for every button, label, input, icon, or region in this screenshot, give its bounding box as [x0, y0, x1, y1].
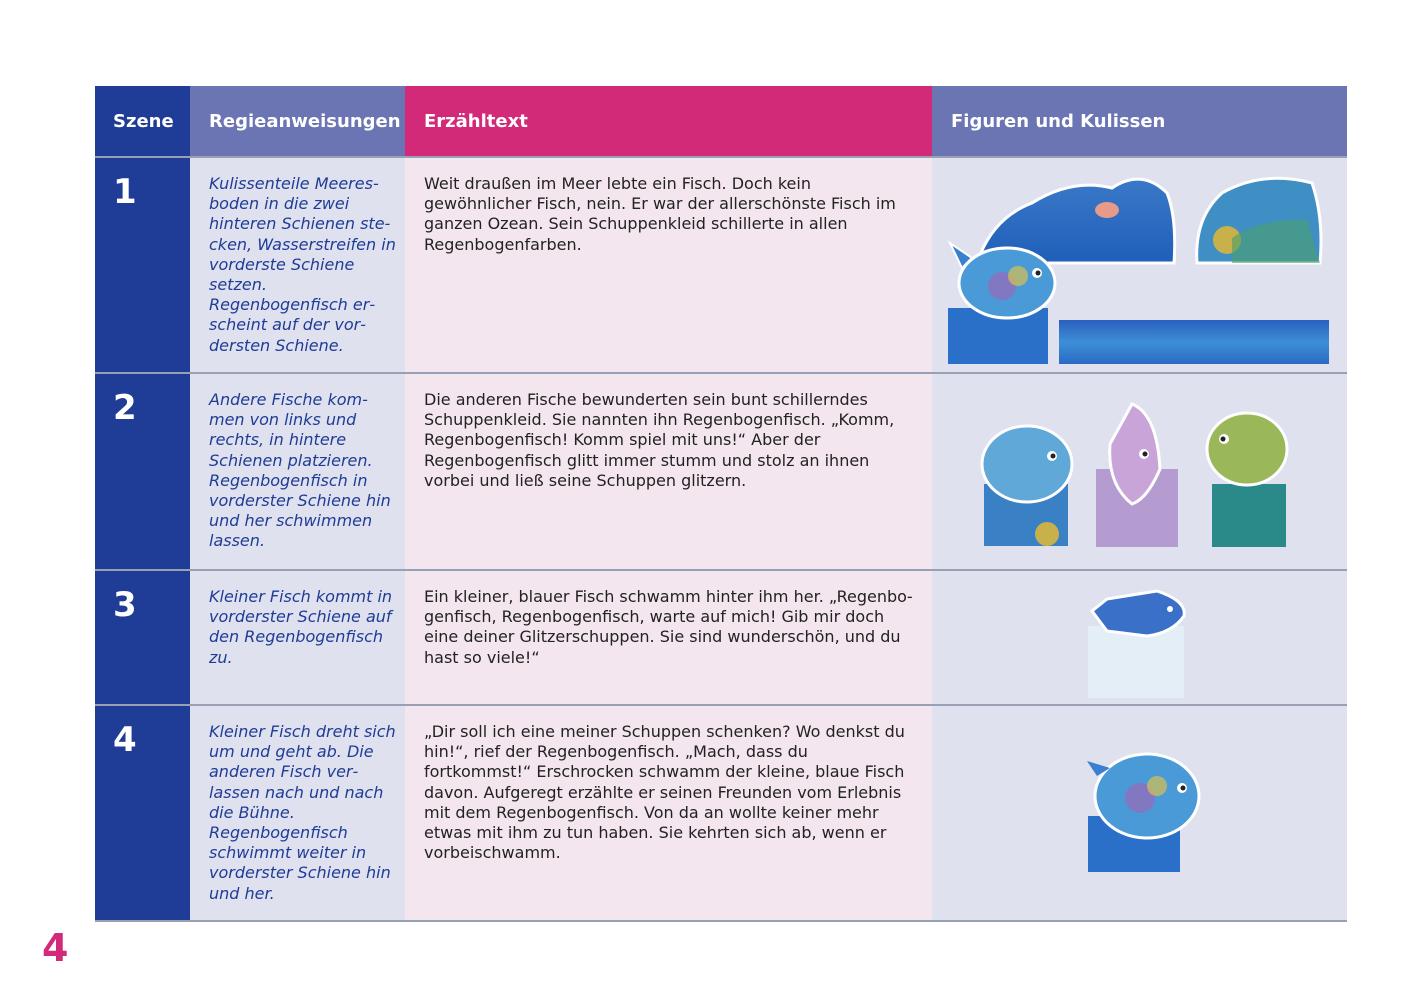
header-directions: Regieanweisungen [190, 86, 405, 156]
scene-number: 2 [113, 388, 137, 428]
figures-cell [932, 571, 1347, 704]
scene-row-4 [95, 704, 1347, 920]
stage-directions: Andere Fische kommen von links und rechts, in hintere Schienen platzieren. Regenbogenfisch in vorderster Schiene hin und her schwimmen lassen. [190, 374, 405, 569]
narration-text: Die anderen Fische bewunderten sein bunt schillerndes Schuppenkleid. Sie nannten ihn Regenbogenfisch. „Komm, Regenbogenfisch! Komm spiel mit uns!“ Aber der Regenbogenfisch glitt immer stumm und stolz an ihnen vorbei und ließ seine Schuppen glitzern. [405, 374, 932, 569]
scene-number: 1 [113, 172, 137, 212]
scene-number-cell [95, 158, 190, 372]
table-header [95, 86, 1347, 156]
scene-1-props-illustration [932, 158, 1347, 372]
figures-cell [932, 706, 1347, 920]
scene-number: 3 [113, 585, 137, 625]
stage-directions: Kulissenteile Meeresboden in die zwei hinteren Schienen stecken, Wasserstreifen in vorderste Schiene setzen. Regenbogenfisch erscheint auf der vordersten Schiene. [190, 158, 405, 372]
water-strip [1059, 320, 1329, 364]
scene-number-cell [95, 374, 190, 569]
header-figures: Figuren und Kulissen [932, 86, 1347, 156]
scene-row-3 [95, 569, 1347, 704]
narration-text: Ein kleiner, blauer Fisch schwamm hinter ihm her. „Regenbogenfisch, Regenbogenfisch, warte auf mich! Gib mir doch eine deiner Glitzerschuppen. Sie sind wunderschön, und du hast so viele!“ [405, 571, 932, 704]
scene-2-fish-illustration [932, 374, 1347, 569]
scene-number-cell [95, 571, 190, 704]
narration-text: Weit draußen im Meer lebte ein Fisch. Doch kein gewöhnlicher Fisch, nein. Er war der allerschönste Fisch im ganzen Ozean. Sein Schuppenkleid schillerte in allen Regenbogenfarben. [405, 158, 932, 372]
scene-number-cell [95, 706, 190, 920]
scene-number: 4 [113, 720, 137, 760]
blue-fish-figure [982, 426, 1072, 546]
scene-row-1 [95, 156, 1347, 372]
purple-fish-figure [1096, 404, 1178, 547]
shell-icon [1095, 202, 1119, 218]
header-scene: Szene [95, 86, 190, 156]
figures-cell [932, 374, 1347, 569]
stage-directions: Kleiner Fisch dreht sich um und geht ab. Die anderen Fisch verlassen nach und nach die Bühne. Regenbogenfisch schwimmt weiter in vorderster Schiene hin und her. [190, 706, 405, 920]
scene-table [95, 86, 1347, 922]
scene-4-rainbow-fish-illustration [932, 706, 1347, 920]
scene-3-small-fish-illustration [932, 571, 1347, 704]
rainbow-fish-figure [1087, 754, 1199, 872]
figures-cell [932, 158, 1347, 372]
scene-row-2 [95, 372, 1347, 569]
page-number: 4 [42, 926, 69, 970]
narration-text: „Dir soll ich eine meiner Schuppen schenken? Wo denkst du hin!“, rief der Regenbogenfisch. „Mach, dass du fortkommst!“ Erschrocken schwamm der kleine, blaue Fisch davon. Aufgeregt erzählte er seinen Freunden vom Erlebnis mit dem Regenbogenfisch. Von da an wollte keiner mehr etwas mit ihm zu tun haben. Sie kehrten sich ab, wenn er vorbeischwamm. [405, 706, 932, 920]
header-narration: Erzähltext [405, 86, 932, 156]
green-fish-figure [1207, 413, 1287, 547]
rainbow-fish-figure [948, 243, 1055, 364]
small-blue-fish-figure [1088, 591, 1184, 698]
stage-directions: Kleiner Fisch kommt in vorderster Schiene auf den Regenbogenfisch zu. [190, 571, 405, 704]
